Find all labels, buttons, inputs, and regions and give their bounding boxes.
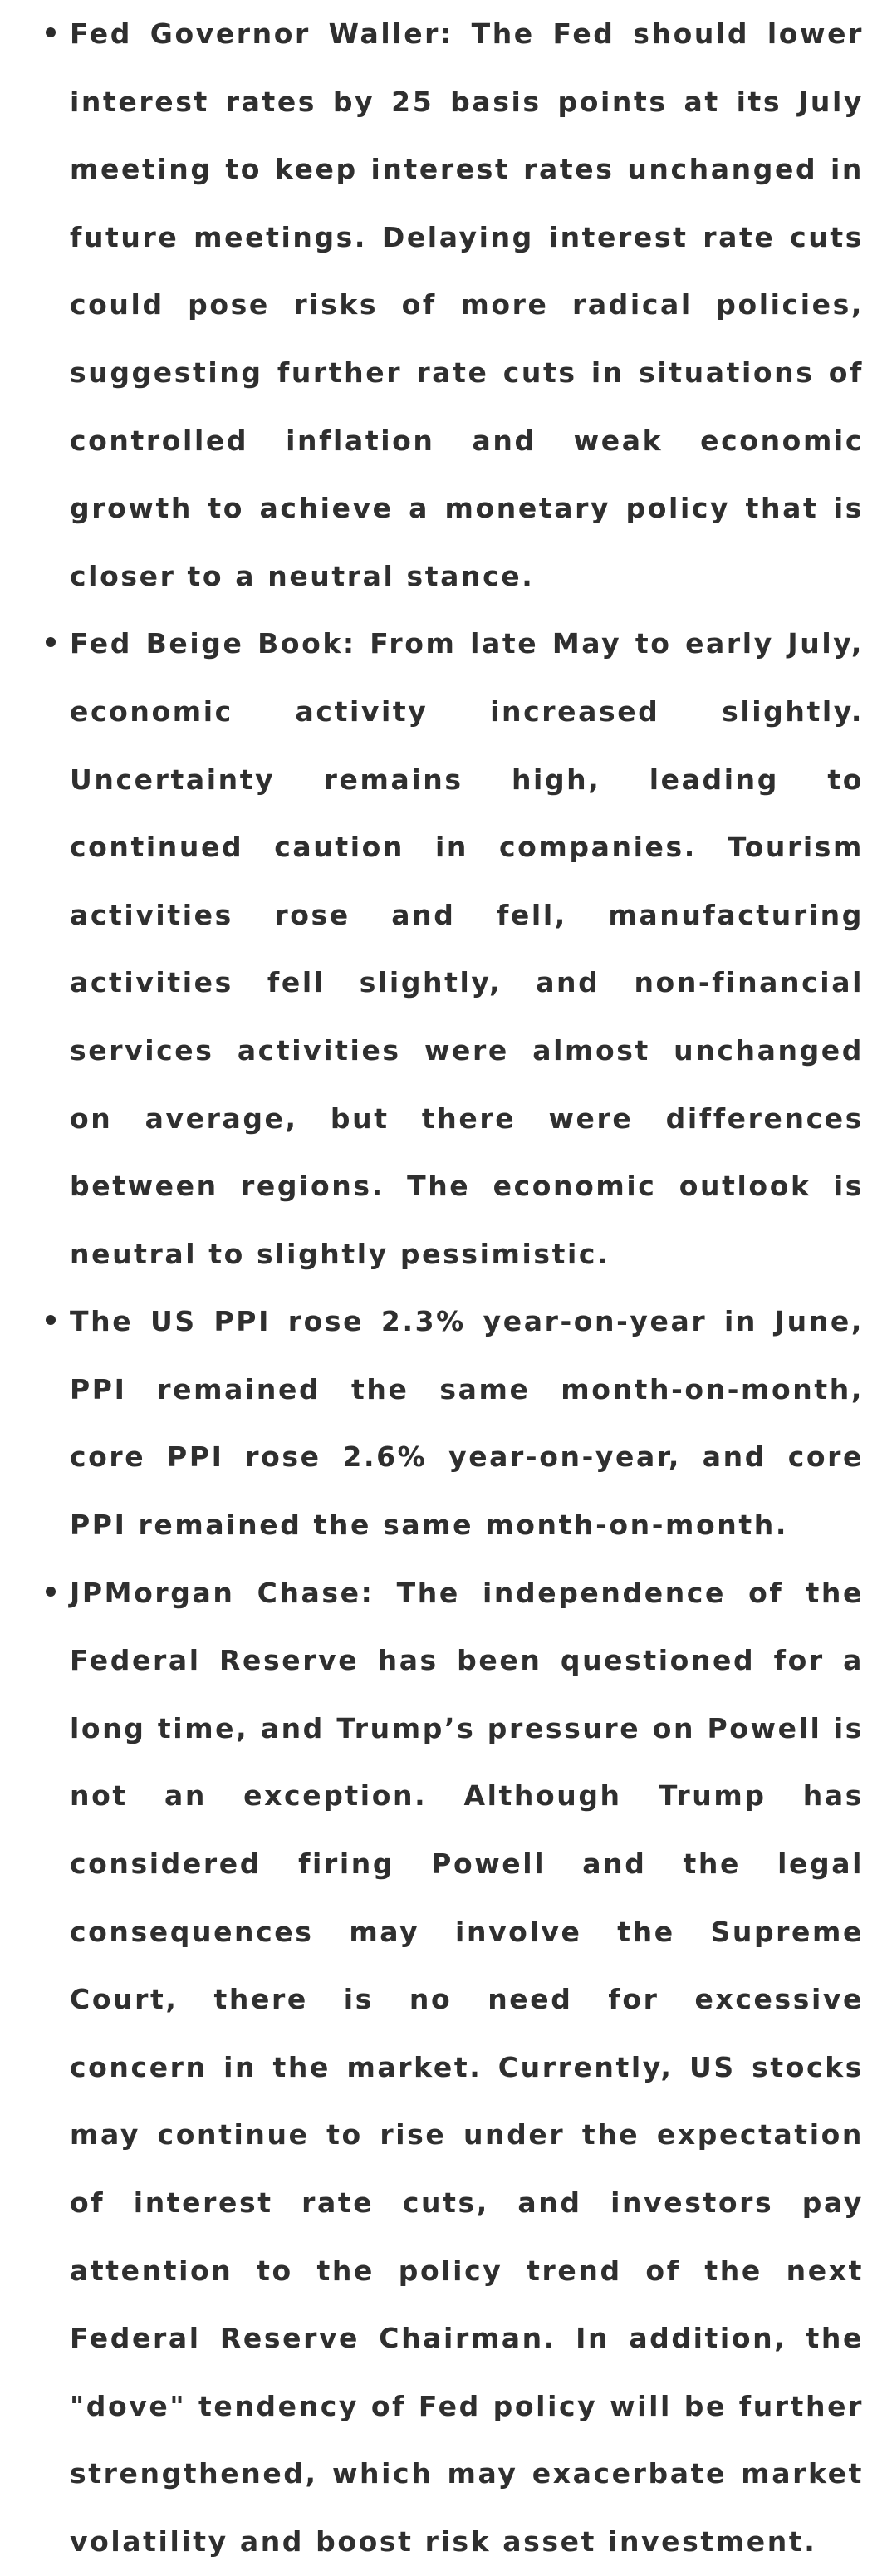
bullet-item-waller xyxy=(43,0,864,610)
bullet-text: The US PPI rose 2.3% year-on-year in June, PPI remained the same month-on-month, core PPI rose 2.6% year-on-year, and core PPI remained the same month-on-month. xyxy=(70,1305,864,1542)
bullet-dot-icon xyxy=(46,1315,56,1325)
bullet-item-jpmorgan xyxy=(43,1559,864,2576)
bullet-list xyxy=(43,0,864,2576)
bullet-dot-icon xyxy=(46,27,56,37)
bullet-item-beige-book xyxy=(43,610,864,1288)
bullet-text: Fed Beige Book: From late May to early July, economic activity increased slightly. Uncertainty remains high, leading to continued caution in companies. Tourism activities rose and fell, manufacturing activities fell slightly, and non-financial services activities were almost unchanged on average, but there were differences between regions. The economic outlook is neutral to slightly pessimistic. xyxy=(70,627,864,1270)
bullet-text: Fed Governor Waller: The Fed should lower interest rates by 25 basis points at its July meeting to keep interest rates unchanged in future meetings. Delaying interest rate cuts could pose risks of more radical policies, suggesting further rate cuts in situations of controlled inflation and weak economic growth to achieve a monetary policy that is closer to a neutral stance. xyxy=(70,17,864,592)
bullet-dot-icon xyxy=(46,637,56,647)
bullet-item-ppi xyxy=(43,1288,864,1558)
bullet-text: JPMorgan Chase: The independence of the Federal Reserve has been questioned for a long time, and Trump’s pressure on Powell is not an exception. Although Trump has considered firing Powell and the legal consequences may involve the Supreme Court, there is no need for excessive concern in the market. Currently, US stocks may continue to rise under the expectation of interest rate cuts, and investors pay attention to the policy trend of the next Federal Reserve Chairman. In addition, the "dove" tendency of Fed policy will be further strengthened, which may exacerbate market volatility and boost risk asset investment. xyxy=(70,1576,864,2558)
bullet-dot-icon xyxy=(46,1587,56,1597)
